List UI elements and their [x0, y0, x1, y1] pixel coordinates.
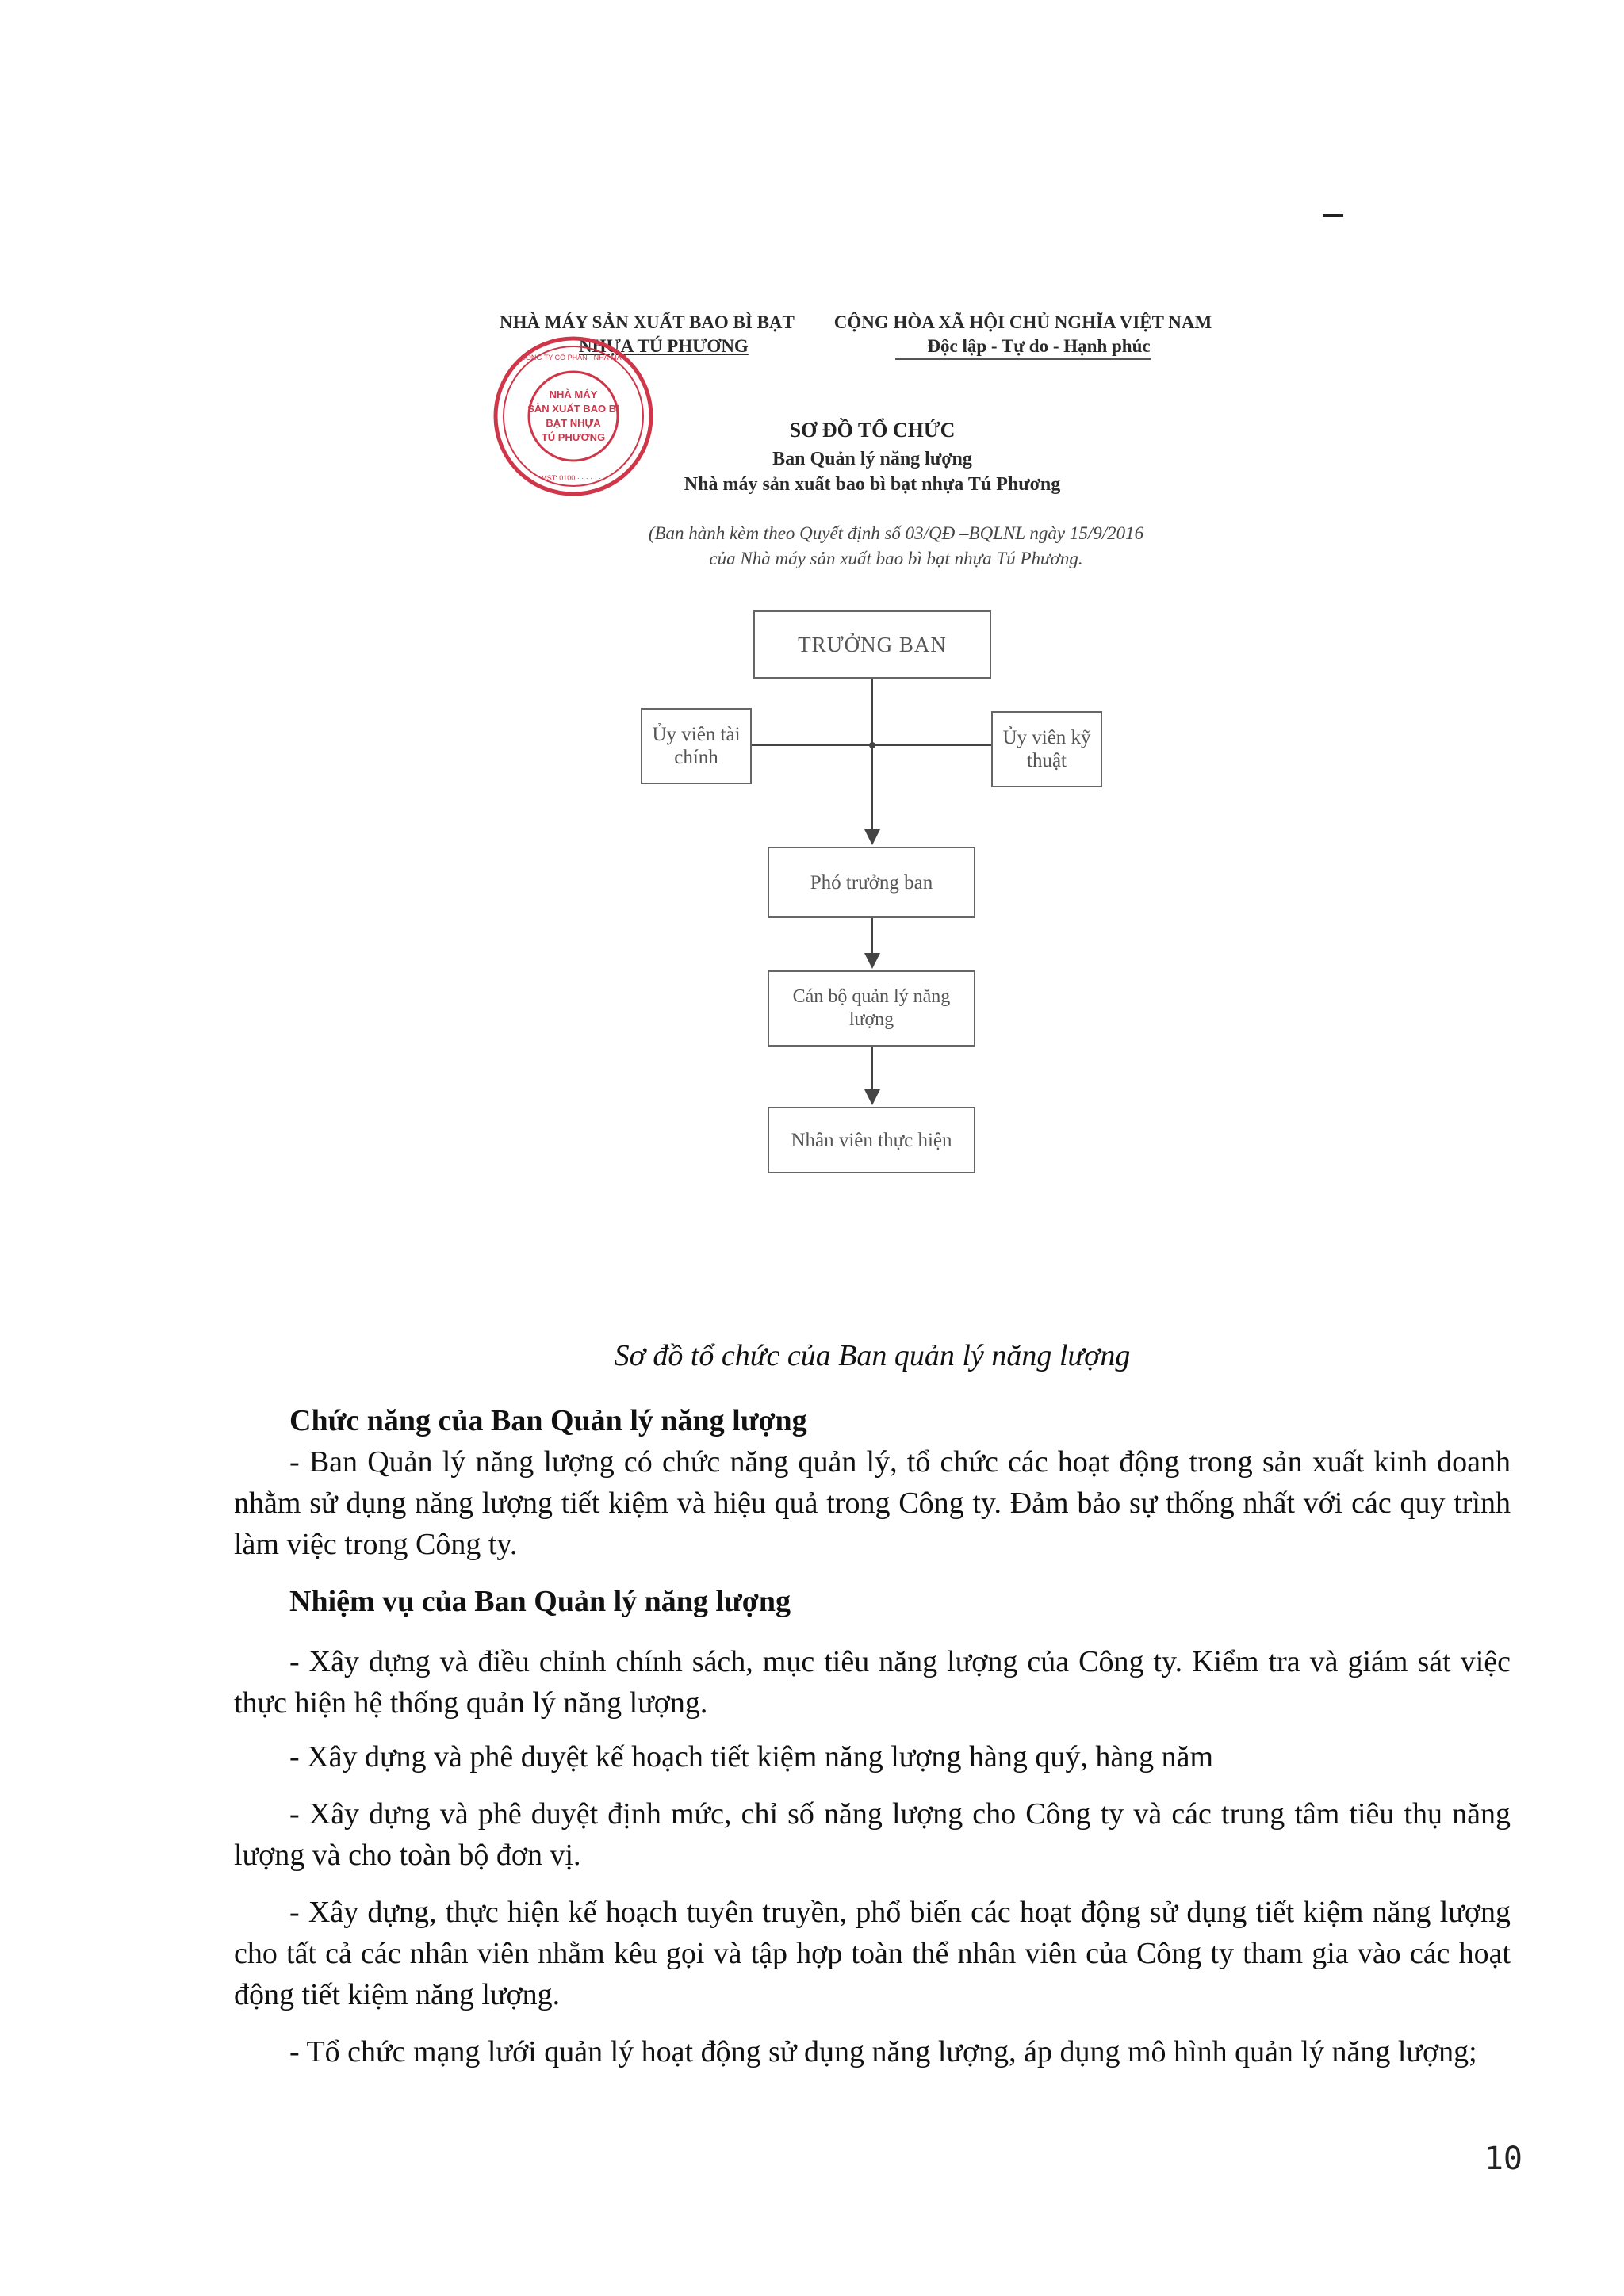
- duty-item-4: - Xây dựng, thực hiện kế hoạch tuyên truyền, phổ biến các hoạt động sử dụng tiết kiệm năng lượng cho tất cả các nhân viên nhằm kêu gọi và tập hợp toàn thể nhân viên của Công ty tham gia vào các hoạt động tiết kiệm năng lượng.: [234, 1896, 1511, 2011]
- chart-title: SƠ ĐỒ TỔ CHỨC: [789, 419, 956, 442]
- org-box-finance-member: Ủy viên tài chính: [641, 708, 752, 784]
- duty-item-2: - Xây dựng và phê duyệt kế hoạch tiết kiệm năng lượng hàng quý, hàng năm: [289, 1740, 1214, 1774]
- national-motto: Độc lập - Tự do - Hạnh phúc: [895, 335, 1150, 360]
- chart-subtitle-1: Ban Quản lý năng lượng: [772, 449, 972, 469]
- nation-name: CỘNG HÒA XÃ HỘI CHỦ NGHĨA VIỆT NAM: [833, 312, 1212, 332]
- org-box-deputy-head: Phó trưởng ban: [768, 847, 975, 918]
- duty-item-1: - Xây dựng và điều chỉnh chính sách, mục tiêu năng lượng của Công ty. Kiểm tra và giám sát việc thực hiện hệ thống quản lý năng lượng.: [234, 1645, 1511, 1720]
- paragraph-function: - Ban Quản lý năng lượng có chức năng quản lý, tổ chức các hoạt động trong sản xuất kinh doanh nhằm sử dụng năng lượng tiết kiệm và hiệu quả trong Công ty. Đảm bảo sự thống nhất với các quy trình làm việc trong Công ty.: [234, 1445, 1511, 1561]
- page-number: 10: [1484, 2141, 1522, 2177]
- org-box-technical-member: Ủy viên kỹ thuật: [991, 711, 1102, 787]
- duty-item-5: - Tổ chức mạng lưới quản lý hoạt động sử dụng năng lượng, áp dụng mô hình quản lý năng lượng;: [289, 2035, 1477, 2068]
- svg-text:NHÀ MÁY: NHÀ MÁY: [549, 388, 598, 400]
- section-heading-function: Chức năng của Ban Quản lý năng lượng: [289, 1404, 807, 1437]
- section-heading-duties: Nhiệm vụ của Ban Quản lý năng lượng: [289, 1585, 791, 1618]
- national-heading: [825, 311, 1221, 360]
- org-box-energy-officer: Cán bộ quản lý năng lượng: [768, 970, 975, 1047]
- duty-item-3: - Xây dựng và phê duyệt định mức, chỉ số năng lượng cho Công ty và các trung tâm tiêu thụ năng lượng và cho toàn bộ đơn vị.: [234, 1797, 1511, 1872]
- figure-caption: Sơ đồ tổ chức của Ban quản lý năng lượng: [614, 1339, 1131, 1372]
- decision-note-line-1: (Ban hành kèm theo Quyết định số 03/QĐ –BQLNL ngày 15/9/2016: [648, 523, 1144, 543]
- svg-text:BẠT NHỰA: BẠT NHỰA: [546, 417, 601, 429]
- organization-line-1: NHÀ MÁY SẢN XUẤT BAO BÌ BẠT: [500, 312, 795, 332]
- decision-note-line-2: của Nhà máy sản xuất bao bì bạt nhựa Tú Phương.: [709, 549, 1083, 568]
- org-box-staff: Nhân viên thực hiện: [768, 1107, 975, 1173]
- svg-text:MST: 0100 · · · · · · ·: MST: 0100 · · · · · · ·: [541, 474, 606, 482]
- chart-subtitle-2: Nhà máy sản xuất bao bì bạt nhựa Tú Phương: [684, 474, 1061, 495]
- svg-text:CÔNG TY CỔ PHẦN · NHÀ MÁY: CÔNG TY CỔ PHẦN · NHÀ MÁY: [520, 354, 626, 362]
- corner-mark: [1323, 214, 1343, 217]
- organization-line-2: NHỰA TÚ PHƯƠNG: [579, 336, 749, 356]
- svg-text:SẢN XUẤT BAO BÌ: SẢN XUẤT BAO BÌ: [527, 403, 619, 415]
- svg-text:TÚ PHƯƠNG: TÚ PHƯƠNG: [541, 431, 606, 443]
- org-box-head: TRƯỞNG BAN: [753, 610, 991, 679]
